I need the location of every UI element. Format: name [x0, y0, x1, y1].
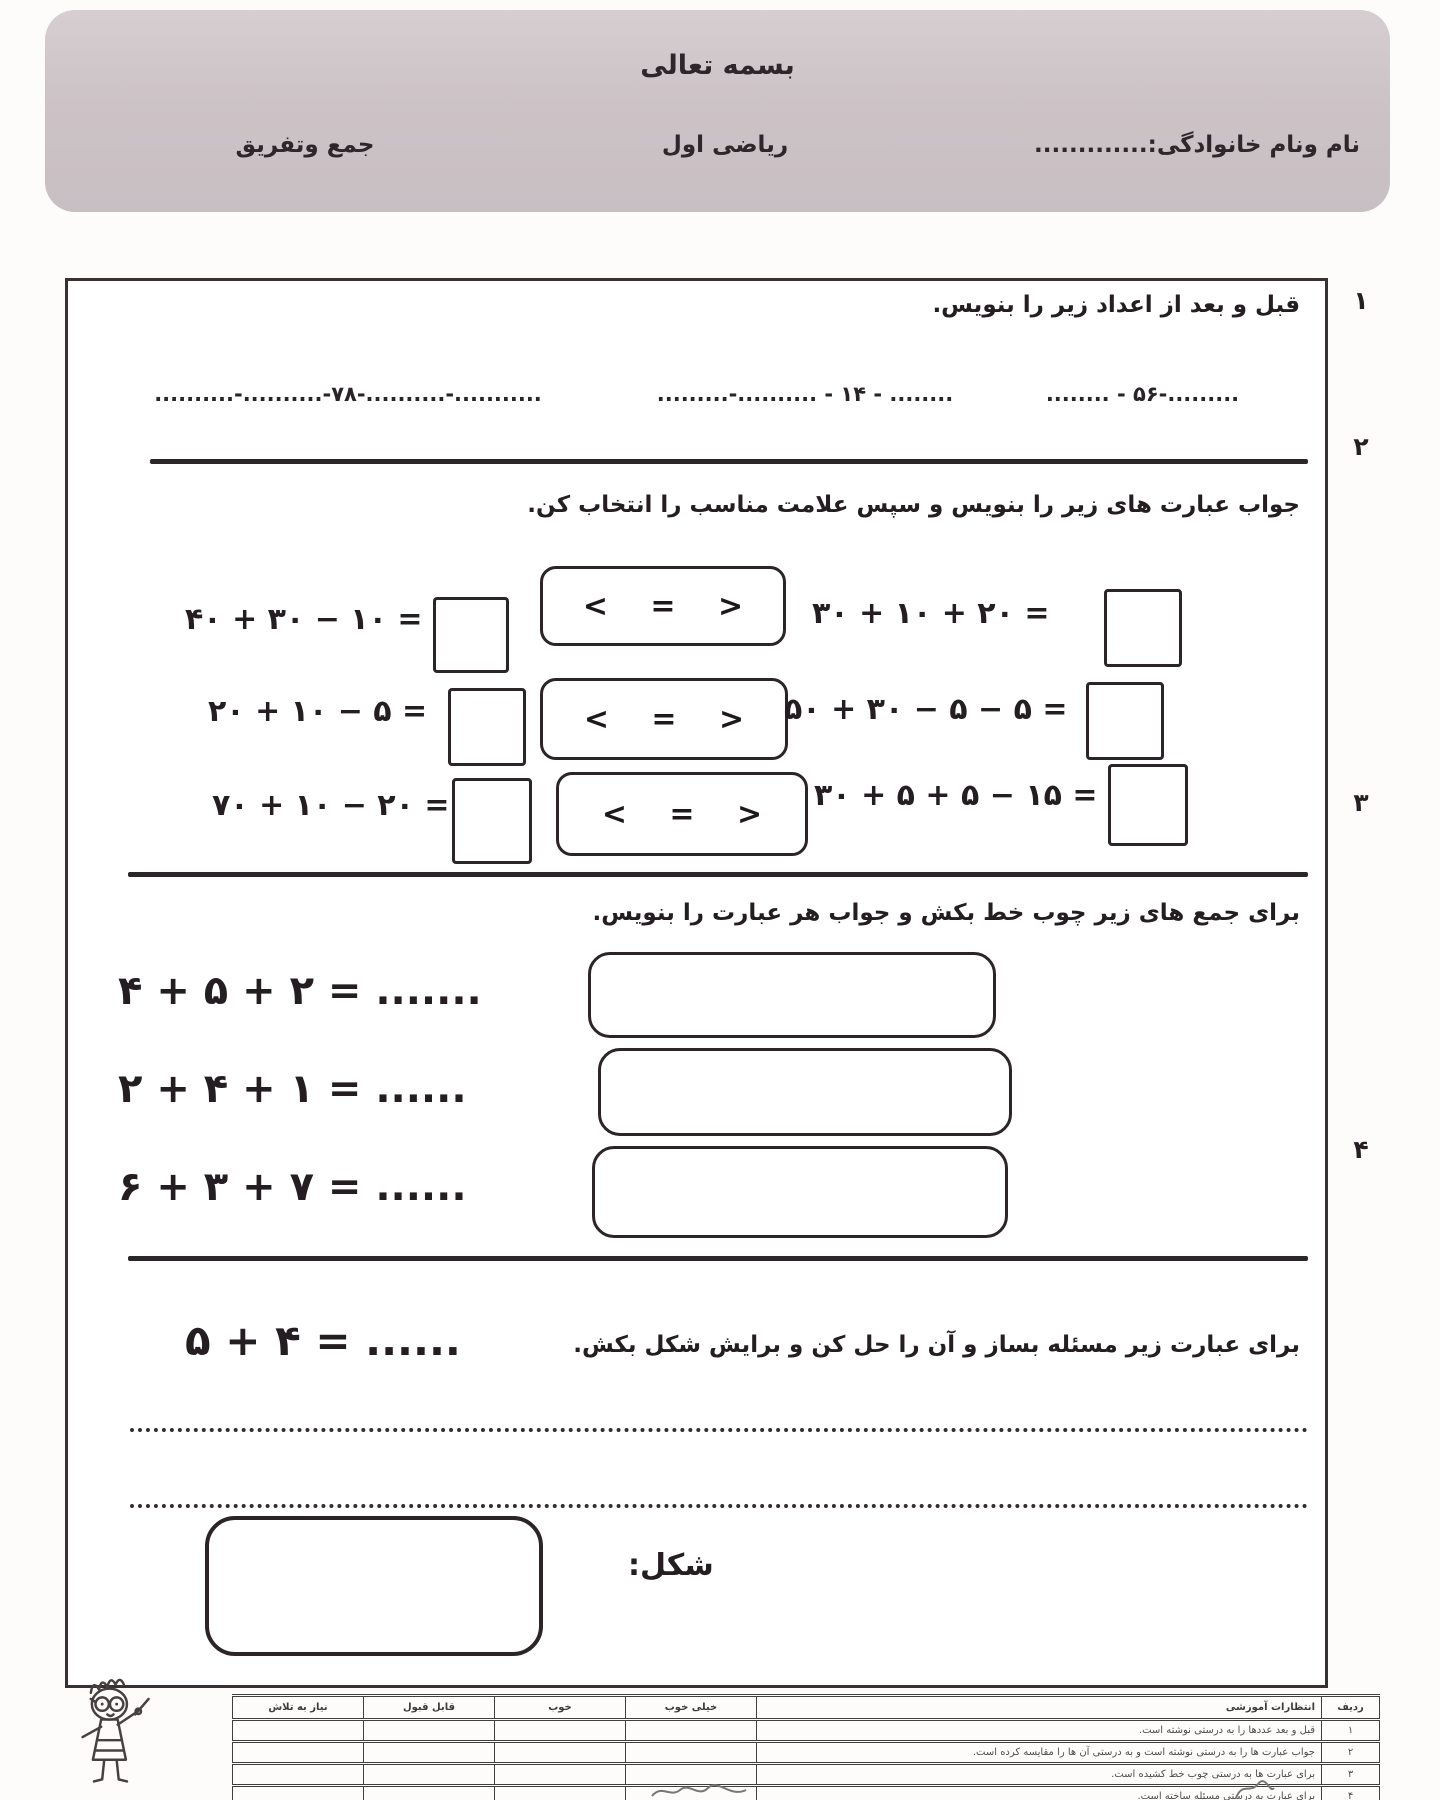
q2-row2-right-expression: ۵۰ + ۳۰ − ۵ − ۵ =: [784, 692, 1068, 727]
q2-row2-left-expression: ۲۰ + ۱۰ − ۵ =: [208, 694, 428, 729]
bismillah-title: بسمه تعالی: [640, 50, 795, 81]
q3-tally-box-2: [598, 1048, 1012, 1136]
q2-row3-right-expression: ۳۰ + ۵ + ۵ − ۱۵ =: [814, 778, 1098, 813]
rubric-row: [233, 1742, 1380, 1764]
rubric-row-number: ۲: [1322, 1742, 1380, 1764]
q4-expression: ۵ + ۴ = ......: [185, 1316, 461, 1365]
q3-expression-2: ۲ + ۴ + ۱ = ......: [118, 1066, 467, 1112]
q4-shape-label: شکل:: [628, 1548, 714, 1583]
rubric-cell-empty: [233, 1786, 364, 1800]
q1-sequence-56: .........-۵۶ - ........: [1045, 382, 1240, 406]
rubric-cell-empty: [233, 1764, 364, 1786]
rubric-row-number: ۳: [1322, 1764, 1380, 1786]
rubric-cell-empty: [495, 1720, 626, 1742]
q2-row3-left-expression: ۷۰ + ۱۰ − ۲۰ =: [212, 788, 450, 823]
rubric-row: [233, 1764, 1380, 1786]
rubric-col-grade-3: قابل قبول: [364, 1696, 495, 1720]
handwritten-mark: [650, 1782, 750, 1800]
rubric-cell-empty: [495, 1742, 626, 1764]
question-1-number: ۱: [1353, 286, 1369, 315]
rubric-row: [233, 1720, 1380, 1742]
q3-expression-1: ۴ + ۵ + ۲ = .......: [118, 968, 482, 1014]
q2-row3-left-answer-box: [452, 778, 532, 864]
q1-instruction: قبل و بعد از اعداد زیر را بنویس.: [932, 292, 1300, 318]
rubric-table: [232, 1694, 1380, 1800]
q3-instruction: برای جمع های زیر چوب خط بکش و جواب هر عبارت را بنویس.: [592, 900, 1300, 926]
rubric-cell-empty: [364, 1720, 495, 1742]
rubric-col-grade-4: نیاز به تلاش: [233, 1696, 364, 1720]
rubric-cell-empty: [495, 1764, 626, 1786]
q3-tally-box-1: [588, 952, 996, 1038]
q2-row1-comparison-pill: < = >: [540, 566, 786, 646]
rubric-cell-empty: [233, 1720, 364, 1742]
section-divider: [150, 459, 1308, 464]
rubric-col-row: ردیف: [1322, 1696, 1380, 1720]
q2-row2-comparison-pill: < = >: [540, 678, 788, 760]
section-divider: [128, 1256, 1308, 1261]
q2-row3-comparison-pill: < = >: [556, 772, 808, 856]
q2-instruction: جواب عبارت های زیر را بنویس و سپس علامت مناسب را انتخاب کن.: [527, 492, 1300, 518]
rubric-cell-empty: [626, 1742, 757, 1764]
rubric-cell-empty: [233, 1742, 364, 1764]
q2-row1-right-expression: ۳۰ + ۱۰ + ۲۰ =: [812, 596, 1050, 631]
rubric-row-text: برای عبارت ها به درستی چوب خط کشیده است.: [757, 1764, 1322, 1786]
rubric-col-grade-1: خیلی خوب: [626, 1696, 757, 1720]
rubric-row-text: جواب عبارت ها را به درستی نوشته است و به درستی آن ها را مقایسه کرده است.: [757, 1742, 1322, 1764]
rubric-row-number: ۴: [1322, 1786, 1380, 1800]
header-topic: جمع وتفریق: [235, 132, 375, 158]
q2-row1-left-answer-box: [433, 597, 509, 673]
rubric-cell-empty: [364, 1742, 495, 1764]
question-4-number: ۴: [1353, 1135, 1369, 1164]
q2-row1-right-answer-box: [1104, 589, 1182, 667]
q4-writing-line-1: [130, 1428, 1308, 1432]
rubric-cell-empty: [626, 1720, 757, 1742]
question-2-number: ۲: [1353, 432, 1369, 461]
rubric-cell-empty: [364, 1764, 495, 1786]
header: [45, 10, 1390, 212]
q2-row3-right-answer-box: [1108, 764, 1188, 846]
rubric-cell-empty: [364, 1786, 495, 1800]
handwritten-mark: [1232, 1780, 1276, 1800]
q4-writing-line-2: [130, 1504, 1308, 1508]
rubric-col-expect: انتظارات آموزشی: [757, 1696, 1322, 1720]
header-name-field: نام ونام خانوادگی:.............: [1034, 132, 1360, 158]
q2-row1-left-expression: ۴۰ + ۳۰ − ۱۰ =: [185, 602, 423, 637]
q2-row2-right-answer-box: [1086, 682, 1164, 760]
rubric-row: [233, 1786, 1380, 1800]
q4-shape-drawing-box: [205, 1516, 543, 1656]
section-divider: [128, 872, 1308, 877]
rubric-col-grade-2: خوب: [495, 1696, 626, 1720]
rubric-row-text: برای عبارت به درستی مسئله ساخته است.: [757, 1786, 1322, 1800]
rubric-row-number: ۱: [1322, 1720, 1380, 1742]
q4-instruction: برای عبارت زیر مسئله بساز و آن را حل کن و برایش شکل بکش.: [573, 1332, 1300, 1358]
question-3-number: ۳: [1353, 788, 1369, 817]
q3-tally-box-3: [592, 1146, 1008, 1238]
header-course: ریاضی اول: [661, 132, 789, 158]
rubric-cell-empty: [495, 1786, 626, 1800]
rubric-header-row: [233, 1696, 1380, 1720]
kid-doodle-illustration: [50, 1668, 175, 1800]
q3-expression-3: ۶ + ۳ + ۷ = ......: [118, 1164, 467, 1210]
q1-sequence-14: ........ - ۱۴ - ..........-.........: [656, 382, 954, 406]
q2-row2-left-answer-box: [448, 688, 526, 766]
rubric-row-text: قبل و بعد عددها را به درستی نوشته است.: [757, 1720, 1322, 1742]
q1-sequence-78: ...........-..........-۷۸-..........-..........: [154, 382, 542, 406]
